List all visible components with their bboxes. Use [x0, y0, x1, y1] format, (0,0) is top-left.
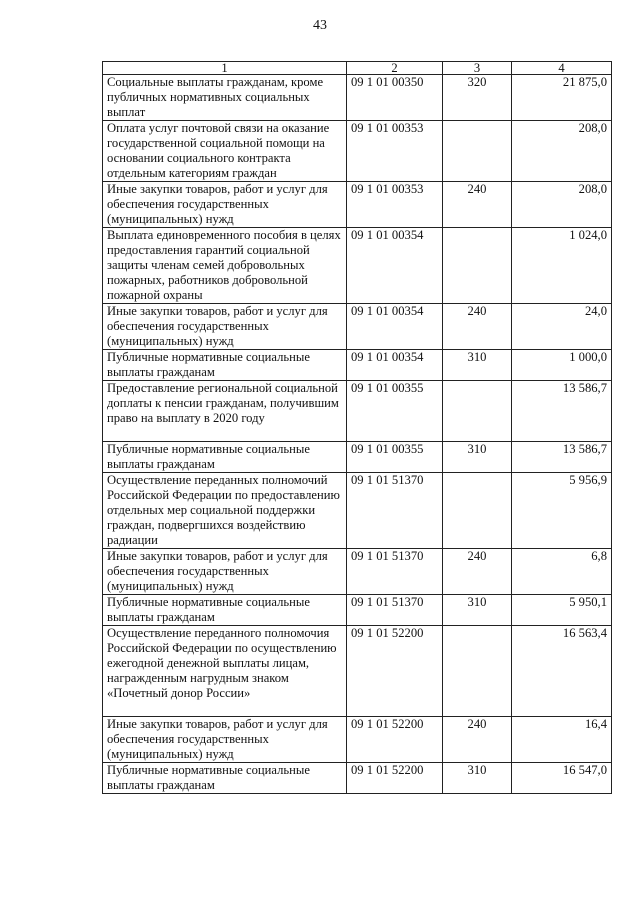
- table-row: [103, 75, 612, 121]
- row-kind-cell: [443, 121, 512, 182]
- row-kind-cell: 320: [443, 75, 512, 121]
- page-number: 43: [313, 18, 327, 33]
- row-code-cell: 09 1 01 51370: [347, 473, 443, 549]
- row-sum-cell: 6,8: [512, 549, 612, 595]
- table-row: [103, 549, 612, 595]
- header-col-4: 4: [512, 62, 612, 75]
- row-name-cell: Публичные нормативные социальные выплаты гражданам: [103, 763, 347, 794]
- row-kind-cell: 240: [443, 717, 512, 763]
- row-name-cell: Социальные выплаты гражданам, кроме публичных нормативных социальных выплат: [103, 75, 347, 121]
- row-sum-cell: 1 024,0: [512, 228, 612, 304]
- row-name-cell: Осуществление переданного полномочия Российской Федерации по осуществлению ежегодной денежной выплаты лицам, награжденным нагрудным знаком «Почетный донор России»: [103, 626, 347, 717]
- row-name-cell: Выплата единовременного пособия в целях предоставления гарантий социальной защиты членам семей добровольных пожарных, работников добровольной пожарной охраны: [103, 228, 347, 304]
- row-code-cell: 09 1 01 51370: [347, 549, 443, 595]
- row-code-cell: 09 1 01 52200: [347, 717, 443, 763]
- row-name-cell: Предоставление региональной социальной доплаты к пенсии гражданам, получившим право на выплату в 2020 году: [103, 381, 347, 442]
- row-kind-cell: [443, 381, 512, 442]
- row-sum-cell: 208,0: [512, 182, 612, 228]
- row-code-cell: 09 1 01 52200: [347, 763, 443, 794]
- header-col-1: 1: [103, 62, 347, 75]
- row-sum-cell: 13 586,7: [512, 442, 612, 473]
- row-sum-cell: 5 956,9: [512, 473, 612, 549]
- row-name-cell: Иные закупки товаров, работ и услуг для обеспечения государственных (муниципальных) нужд: [103, 304, 347, 350]
- row-code-cell: 09 1 01 00355: [347, 442, 443, 473]
- row-sum-cell: 5 950,1: [512, 595, 612, 626]
- header-col-3: 3: [443, 62, 512, 75]
- table-row: [103, 473, 612, 549]
- header-col-2: 2: [347, 62, 443, 75]
- row-code-cell: 09 1 01 52200: [347, 626, 443, 717]
- row-kind-cell: 240: [443, 549, 512, 595]
- table-row: [103, 182, 612, 228]
- table-row: [103, 350, 612, 381]
- table-row: [103, 228, 612, 304]
- row-name-cell: Публичные нормативные социальные выплаты гражданам: [103, 595, 347, 626]
- row-kind-cell: 310: [443, 442, 512, 473]
- row-kind-cell: [443, 626, 512, 717]
- table-row: [103, 381, 612, 442]
- row-name-cell: Осуществление переданных полномочий Российской Федерации по предоставлению отдельных мер социальной поддержки граждан, подвергшихся воздействию радиации: [103, 473, 347, 549]
- row-kind-cell: 240: [443, 304, 512, 350]
- row-sum-cell: 16,4: [512, 717, 612, 763]
- row-name-cell: Публичные нормативные социальные выплаты гражданам: [103, 442, 347, 473]
- table-row: [103, 595, 612, 626]
- row-code-cell: 09 1 01 51370: [347, 595, 443, 626]
- row-kind-cell: [443, 228, 512, 304]
- table-body: [103, 75, 612, 794]
- row-code-cell: 09 1 01 00354: [347, 304, 443, 350]
- table-row: [103, 626, 612, 717]
- table-header-row: [103, 62, 612, 75]
- row-kind-cell: 310: [443, 763, 512, 794]
- row-code-cell: 09 1 01 00353: [347, 121, 443, 182]
- row-sum-cell: 24,0: [512, 304, 612, 350]
- row-sum-cell: 1 000,0: [512, 350, 612, 381]
- row-sum-cell: 208,0: [512, 121, 612, 182]
- row-kind-cell: 240: [443, 182, 512, 228]
- table-row: [103, 763, 612, 794]
- row-code-cell: 09 1 01 00354: [347, 350, 443, 381]
- table-row: [103, 717, 612, 763]
- row-name-cell: Оплата услуг почтовой связи на оказание государственной социальной помощи на основании социального контракта отдельным категориям граждан: [103, 121, 347, 182]
- row-sum-cell: 16 563,4: [512, 626, 612, 717]
- row-sum-cell: 16 547,0: [512, 763, 612, 794]
- row-kind-cell: [443, 473, 512, 549]
- row-code-cell: 09 1 01 00353: [347, 182, 443, 228]
- row-name-cell: Иные закупки товаров, работ и услуг для обеспечения государственных (муниципальных) нужд: [103, 549, 347, 595]
- row-name-cell: Иные закупки товаров, работ и услуг для обеспечения государственных (муниципальных) нужд: [103, 182, 347, 228]
- table-row: [103, 442, 612, 473]
- budget-table: [102, 61, 612, 794]
- row-code-cell: 09 1 01 00354: [347, 228, 443, 304]
- row-code-cell: 09 1 01 00350: [347, 75, 443, 121]
- row-kind-cell: 310: [443, 595, 512, 626]
- row-name-cell: Иные закупки товаров, работ и услуг для обеспечения государственных (муниципальных) нужд: [103, 717, 347, 763]
- row-sum-cell: 13 586,7: [512, 381, 612, 442]
- row-sum-cell: 21 875,0: [512, 75, 612, 121]
- table-row: [103, 304, 612, 350]
- row-kind-cell: 310: [443, 350, 512, 381]
- table-row: [103, 121, 612, 182]
- row-name-cell: Публичные нормативные социальные выплаты гражданам: [103, 350, 347, 381]
- row-code-cell: 09 1 01 00355: [347, 381, 443, 442]
